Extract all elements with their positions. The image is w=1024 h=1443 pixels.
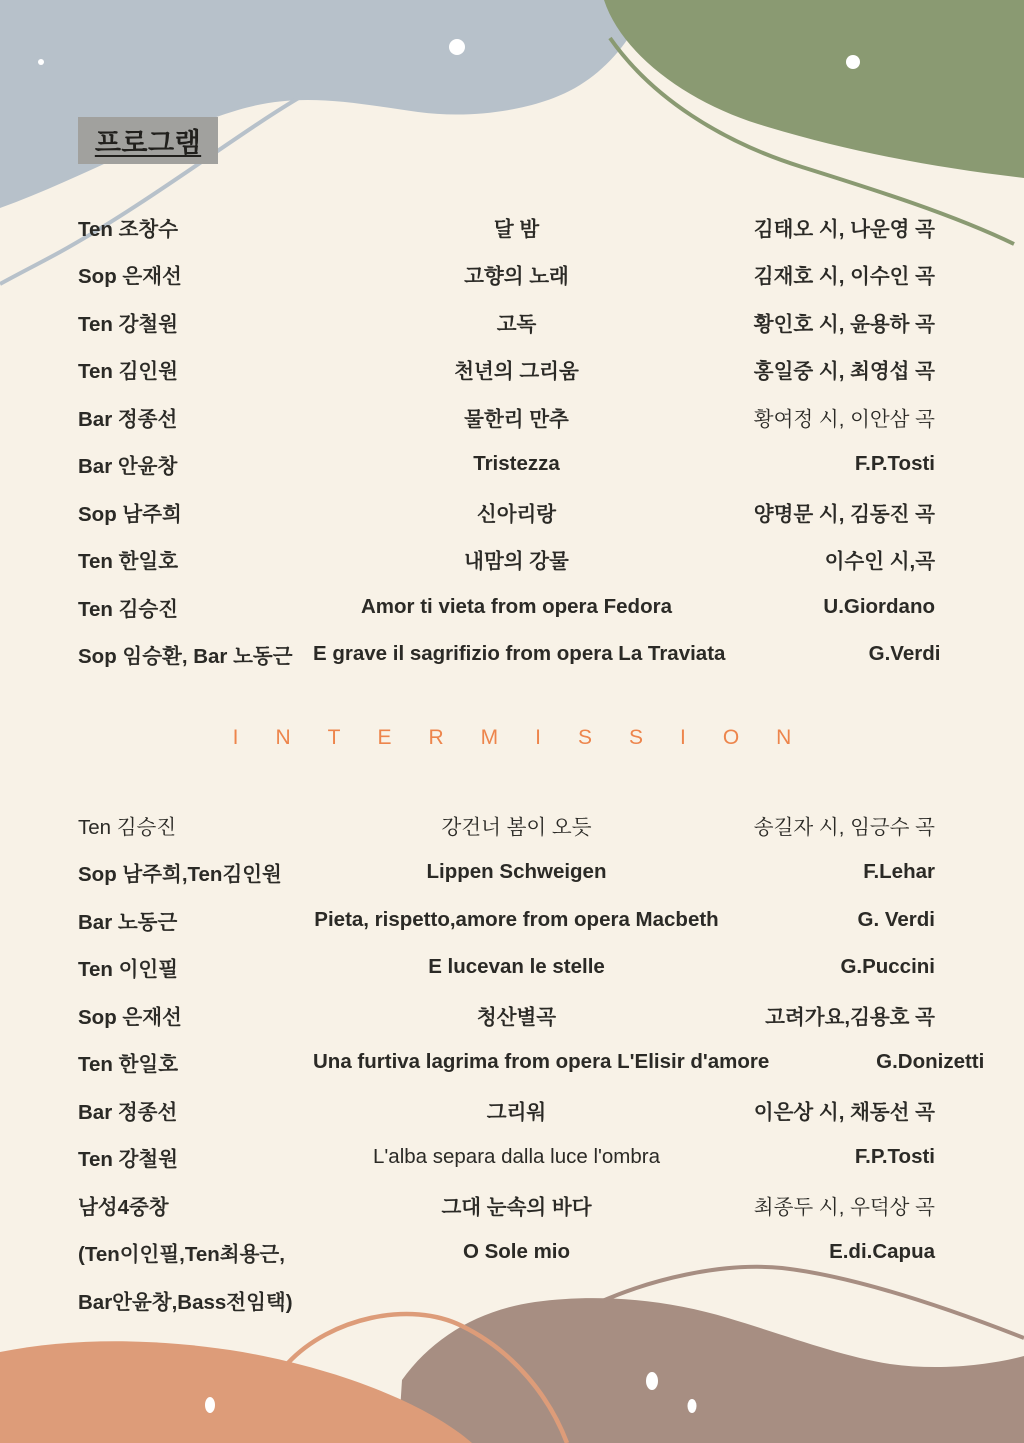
program-row: [78, 896, 935, 944]
composer-credit: U.Giordano: [823, 594, 935, 618]
performer-name: 남성4중창: [78, 1195, 169, 1219]
program-row: [78, 1229, 935, 1277]
performer-name: Ten 한일호: [78, 1053, 179, 1077]
program-row: [78, 203, 935, 251]
composer-credit: G.Donizetti: [876, 1050, 985, 1074]
performer-name: Ten 한일호: [78, 550, 179, 574]
composer-credit: 황인호 시, 윤용하 곡: [753, 312, 935, 336]
intermission-banner: [0, 715, 1024, 761]
piece-title: 천년의 그리움: [454, 360, 579, 384]
performer-name: Ten 이인필: [78, 958, 179, 982]
program-row: [78, 1134, 935, 1182]
piece-title: Amor ti vieta from opera Fedora: [361, 594, 672, 618]
performer-name: Ten 김인원: [78, 360, 179, 384]
composer-credit: G. Verdi: [857, 907, 935, 931]
piece-title: Una furtiva lagrima from opera L'Elisir d'amore: [313, 1050, 770, 1074]
piece-title: O Sole mio: [462, 1240, 571, 1264]
performer-name: Sop 남주희,Ten김인원: [78, 863, 282, 887]
piece-title: L'alba separa dalla luce l'ombra: [372, 1145, 661, 1169]
program-row: [78, 536, 935, 584]
piece-title: Lippen Schweigen: [426, 860, 607, 884]
first-half-program: [78, 203, 941, 678]
page-title: 프로그램: [94, 128, 202, 158]
composer-credit: 양명문 시, 김동진 곡: [753, 502, 935, 526]
piece-title: 그대 눈속의 바다: [441, 1195, 592, 1219]
composer-credit: F.Lehar: [863, 860, 935, 884]
piece-title: 고독: [496, 312, 537, 336]
performer-name: Ten 조창수: [78, 217, 179, 241]
program-row: [78, 849, 935, 897]
composer-credit: 이수인 시,곡: [824, 550, 935, 574]
composer-credit: 홍일중 시, 최영섭 곡: [753, 360, 935, 384]
piece-title: E grave il sagrifizio from opera La Traviata: [313, 642, 726, 666]
performer-name: Sop 은재선: [78, 1005, 182, 1029]
program-row: [78, 298, 935, 346]
piece-title: Tristezza: [473, 452, 560, 476]
performer-name: Bar 정종선: [78, 407, 178, 431]
program-row: [78, 631, 941, 679]
program-row: [78, 1276, 935, 1324]
piece-title: 내맘의 강물: [464, 550, 569, 574]
program-row: [78, 801, 935, 849]
composer-credit: 이은상 시, 채동선 곡: [753, 1100, 935, 1124]
performer-name: Sop 남주희: [78, 502, 182, 526]
composer-credit: 황여정 시, 이안삼 곡: [753, 407, 935, 431]
intermission-label: INTERMISSION: [232, 726, 829, 749]
composer-credit: 김태오 시, 나운영 곡: [753, 217, 935, 241]
composer-credit: F.P.Tosti: [854, 1145, 935, 1169]
performer-name: Ten 강철원: [78, 312, 179, 336]
performer-name: Bar안윤창,Bass전임택): [78, 1290, 293, 1314]
piece-title: 물한리 만추: [464, 407, 569, 431]
performer-name: Bar 정종선: [78, 1100, 178, 1124]
performer-name: (Ten이인필,Ten최용근,: [78, 1243, 285, 1267]
composer-credit: F.P.Tosti: [854, 452, 935, 476]
composer-credit: E.di.Capua: [829, 1240, 935, 1264]
program-row: [78, 393, 935, 441]
program-row: [78, 944, 935, 992]
program-row: [78, 346, 935, 394]
performer-name: Sop 임승환, Bar 노동근: [78, 645, 293, 669]
performer-name: Ten 강철원: [78, 1148, 179, 1172]
performer-name: Ten 김승진: [78, 597, 179, 621]
piece-title: Pieta, rispetto,amore from opera Macbeth: [314, 907, 719, 931]
performer-name: Ten 김승진: [78, 815, 177, 839]
page-title-box: [78, 117, 218, 164]
program-row: [78, 441, 935, 489]
composer-credit: G.Puccini: [840, 955, 935, 979]
second-half-program: [78, 801, 985, 1324]
piece-title: 그리워: [486, 1100, 547, 1124]
composer-credit: 김재호 시, 이수인 곡: [753, 265, 935, 289]
program-row: [78, 583, 935, 631]
program-row: [78, 991, 935, 1039]
performer-name: Bar 안윤창: [78, 455, 178, 479]
program-row: [78, 251, 935, 299]
composer-credit: G.Verdi: [868, 642, 941, 666]
composer-credit: 최종두 시, 우덕상 곡: [753, 1195, 935, 1219]
composer-credit: 송길자 시, 임긍수 곡: [753, 815, 935, 839]
piece-title: 고향의 노래: [464, 265, 569, 289]
composer-credit: 고려가요,김용호 곡: [765, 1005, 935, 1029]
piece-title: 강건너 봄이 오듯: [441, 815, 592, 839]
performer-name: Sop 은재선: [78, 265, 182, 289]
program-row: [78, 488, 935, 536]
program-row: [78, 1086, 935, 1134]
performer-name: Bar 노동근: [78, 910, 178, 934]
piece-title: 청산별곡: [476, 1005, 557, 1029]
program-row: [78, 1039, 985, 1087]
piece-title: 신아리랑: [476, 502, 557, 526]
program-row: [78, 1181, 935, 1229]
piece-title: 달 밤: [493, 217, 540, 241]
piece-title: E lucevan le stelle: [428, 955, 605, 979]
